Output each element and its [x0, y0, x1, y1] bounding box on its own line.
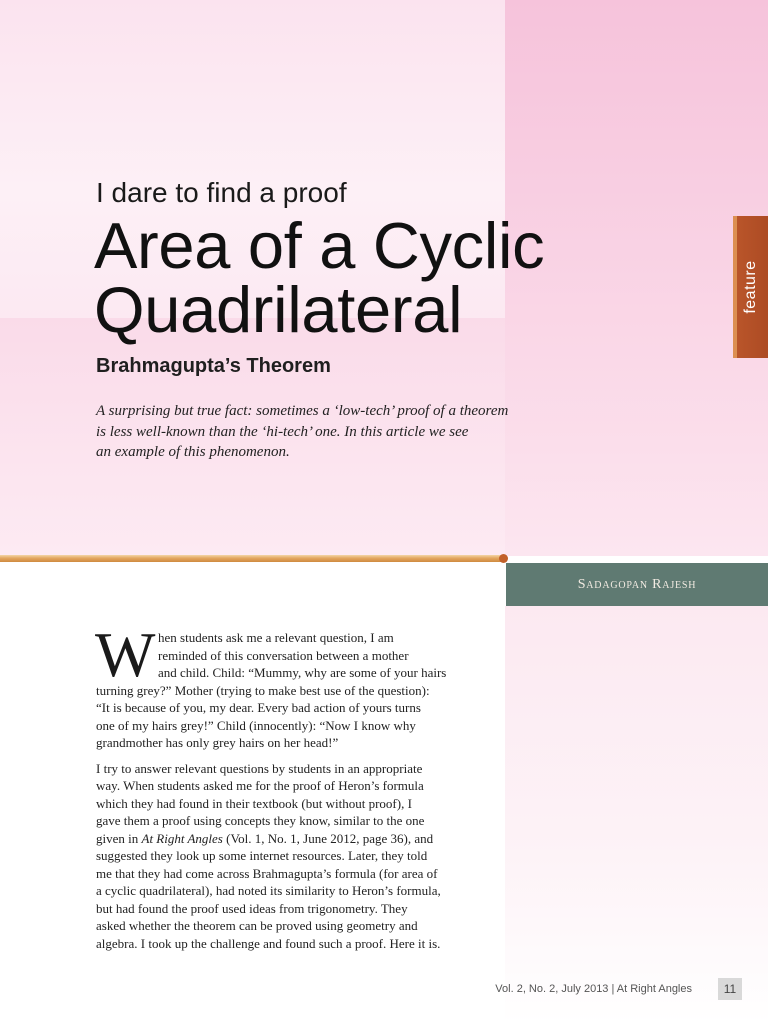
drop-cap: W — [95, 619, 156, 690]
body-line: one of my hairs grey!” Child (innocently): “Now I know why — [96, 717, 416, 733]
divider-rule — [0, 555, 503, 562]
section-tab-label: feature — [741, 260, 759, 314]
body-line: and child. Child: “Mummy, why are some of your hairs — [158, 665, 447, 680]
header-background-right-column — [505, 0, 768, 556]
author-name: Sadagopan Rajesh — [577, 576, 697, 592]
kicker: I dare to find a proof — [96, 177, 347, 208]
article-title-line-2: Quadrilateral — [94, 273, 463, 346]
body-line: hen students ask me a relevant question, I am — [158, 630, 394, 645]
body-line: asked whether the theorem can be proved using geometry and — [96, 918, 418, 934]
intro-standfirst — [96, 401, 508, 463]
footer-citation: Vol. 2, No. 2, July 2013 | At Right Angles — [495, 983, 692, 995]
body-line: “It is because of you, my dear. Every bad action of yours turns — [96, 700, 421, 715]
body-line: suggested they look up some internet resources. Later, they told — [96, 848, 428, 864]
body-line: turning grey?” Mother (trying to make best use of the question): — [96, 682, 430, 698]
intro-line: an example of this phenomenon. — [96, 444, 290, 460]
publication-title-italic: At Right Angles — [141, 830, 223, 846]
body-line: algebra. I took up the challenge and found such a proof. Here it is. — [96, 935, 441, 951]
body-line: a cyclic quadrilateral), had noted its similarity to Heron’s formula, — [96, 883, 441, 899]
intro-line: is less well-known than the ‘hi-tech’ one. In this article we see — [96, 423, 469, 440]
page-number: 11 — [723, 982, 737, 996]
body-line-text: (Vol. 1, No. 1, June 2012, page 36), and — [222, 830, 434, 846]
body-line: which they had found in their textbook (but without proof), I — [96, 795, 412, 811]
body-line: reminded of this conversation between a mother — [158, 647, 409, 663]
body-line — [96, 830, 441, 847]
body-paragraph-1 — [96, 629, 446, 752]
author-bar — [506, 563, 768, 606]
intro-line: A surprising but true fact: sometimes a ‘low-tech’ proof of a theorem — [96, 403, 509, 419]
divider-rule-end-dot — [499, 554, 508, 563]
article-subtitle: Brahmagupta’s Theorem — [96, 355, 331, 377]
body-line: grandmother has only grey hairs on her head!” — [96, 735, 339, 750]
body-paragraph-2 — [96, 760, 441, 952]
body-line: but had found the proof used ideas from trigonometry. They — [96, 900, 408, 916]
section-tab — [733, 216, 768, 358]
article-title-line-1: Area of a Cyclic — [94, 209, 545, 282]
body-line: gave them a proof using concepts they know, similar to the one — [96, 813, 425, 829]
body-line: way. When students asked me for the proof of Heron’s formula — [96, 778, 424, 794]
body-line-text: given in — [96, 830, 142, 846]
body-background-right-column — [505, 606, 768, 1024]
body-line: I try to answer relevant questions by students in an appropriate — [96, 761, 423, 776]
body-line: me that they had come across Brahmagupta’s formula (for area of — [96, 865, 438, 881]
page-number-box — [718, 978, 742, 1000]
